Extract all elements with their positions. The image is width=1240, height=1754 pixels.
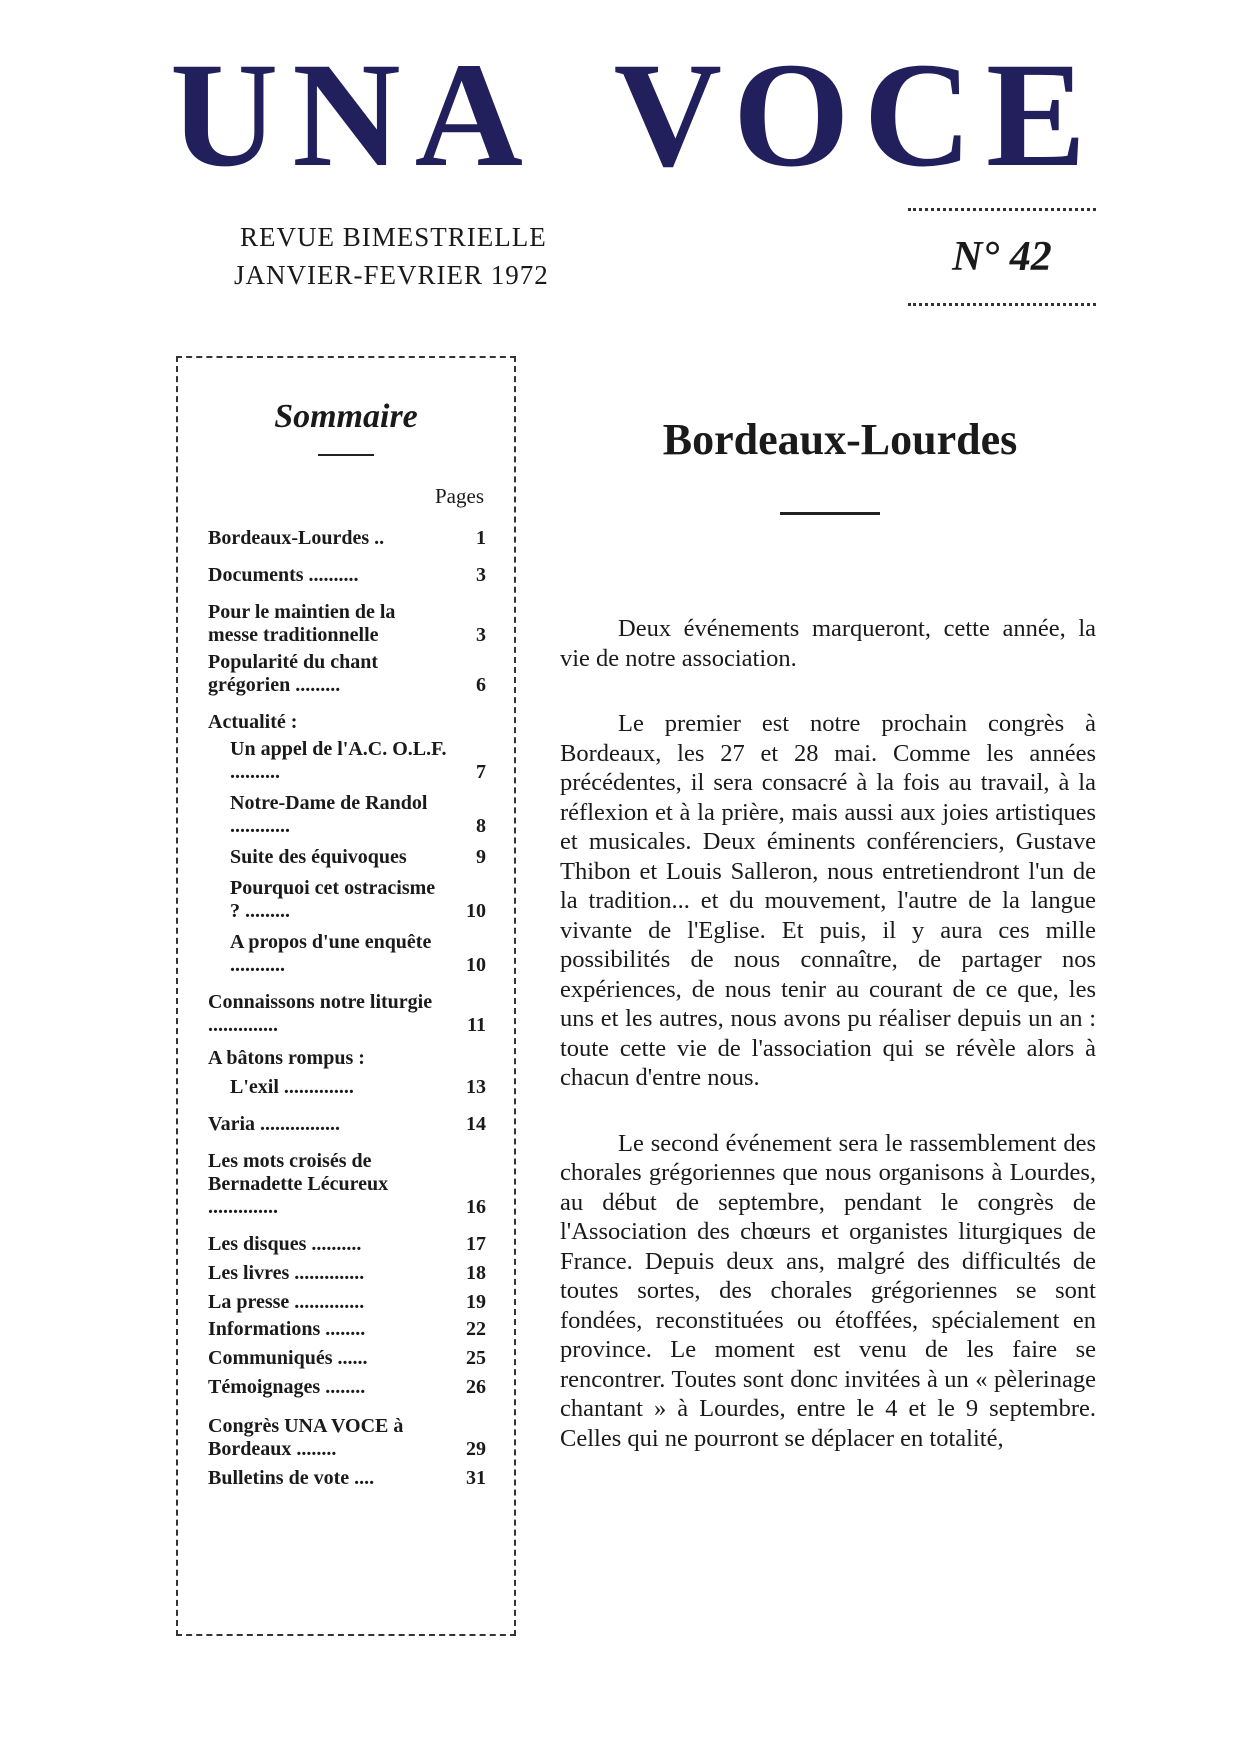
toc-entry-title: Témoignages ........ bbox=[208, 1376, 366, 1398]
toc-entry-title: A propos d'une enquête ........... bbox=[230, 931, 432, 976]
subtitle-date: JANVIER-FEVRIER 1972 bbox=[234, 260, 549, 290]
toc-pages-label: Pages bbox=[435, 484, 484, 508]
table-of-contents bbox=[176, 356, 516, 1636]
toc-entry-page: 18 bbox=[466, 1262, 486, 1284]
toc-entry bbox=[208, 991, 486, 1037]
toc-entry-page: 16 bbox=[466, 1196, 486, 1218]
subtitle-frequency: REVUE BIMESTRIELLE bbox=[240, 222, 547, 252]
toc-entry bbox=[208, 1150, 486, 1219]
toc-entry-page: 14 bbox=[466, 1113, 486, 1135]
toc-entry bbox=[208, 1415, 486, 1461]
toc-entry-page: 7 bbox=[476, 761, 486, 783]
toc-entry bbox=[208, 877, 486, 923]
article-paragraph: Deux événements marqueront, cette année, la vie de notre association. bbox=[560, 615, 1096, 672]
toc-entry-title: Notre-Dame de Randol ............ bbox=[230, 792, 428, 837]
masthead-word-una: UNA bbox=[170, 32, 537, 198]
toc-entry bbox=[208, 601, 486, 647]
toc-entry-page: 19 bbox=[466, 1291, 486, 1313]
toc-entry-title: L'exil .............. bbox=[230, 1076, 354, 1098]
toc-entry-title: Communiqués ...... bbox=[208, 1347, 368, 1369]
article-title: Bordeaux-Lourdes bbox=[662, 415, 1018, 464]
masthead-word-voce: VOCE bbox=[613, 32, 1100, 198]
toc-entry-page: 11 bbox=[467, 1014, 486, 1036]
article-paragraph: Le second événement sera le rassemblement des chorales grégoriennes que nous organisons à Lourdes, au début de septembre, pendant le congrès de l'Association des chœurs et organistes liturgiques de France. Depuis deux ans, malgré des difficultés de toutes sortes, des chorales grégoriennes se sont fondées, reconstituées ou étoffées, spécialement en province. Le moment est venu de les faire se rencontrer. Toutes sont donc invitées à un « pèlerinage chantant » à Lourdes, entre le 4 et le 9 septembre. Celles qui ne pourront se déplacer en totalité, bbox=[560, 1129, 1096, 1452]
toc-entry-page: 1 bbox=[476, 527, 486, 549]
toc-entry-title: Varia ................ bbox=[208, 1113, 341, 1135]
toc-entry-title: La presse .............. bbox=[208, 1291, 365, 1313]
toc-entry-title: Popularité du chant grégorien ......... bbox=[208, 651, 379, 696]
toc-entry bbox=[208, 564, 486, 587]
toc-entry-page: 9 bbox=[476, 846, 486, 868]
toc-entry-title: Congrès UNA VOCE à Bordeaux ........ bbox=[208, 1415, 404, 1460]
toc-entry-title: Pourquoi cet ostracisme ? ......... bbox=[230, 877, 436, 922]
toc-entry bbox=[208, 738, 486, 784]
masthead bbox=[170, 32, 1100, 198]
article-title-rule bbox=[780, 512, 880, 515]
toc-entry-title: Pour le maintien de la messe traditionnelle bbox=[208, 601, 396, 646]
toc-entry-title: Les mots croisés de Bernadette Lécureux .............. bbox=[208, 1150, 389, 1218]
toc-entry bbox=[208, 1318, 486, 1341]
toc-entry-page: 10 bbox=[466, 900, 486, 922]
toc-entry-title: Bulletins de vote .... bbox=[208, 1467, 375, 1489]
toc-entry bbox=[208, 846, 486, 869]
toc-entry bbox=[208, 931, 486, 977]
toc-entry-page: 17 bbox=[466, 1233, 486, 1255]
publication-subtitle bbox=[234, 218, 549, 294]
toc-entry bbox=[208, 1376, 486, 1399]
toc-entry bbox=[208, 1291, 486, 1314]
toc-entry-page: 3 bbox=[476, 564, 486, 586]
toc-entry-title: Documents .......... bbox=[208, 564, 359, 586]
toc-entry-title: Suite des équivoques bbox=[230, 846, 407, 868]
toc-entry bbox=[208, 1076, 486, 1099]
toc-entry-title: Les livres .............. bbox=[208, 1262, 365, 1284]
toc-entry-title: Bordeaux-Lourdes .. bbox=[208, 527, 385, 549]
toc-entry-page: 22 bbox=[466, 1318, 486, 1340]
toc-entry-page: 13 bbox=[466, 1076, 486, 1098]
toc-section-heading: Actualité : bbox=[208, 711, 298, 733]
toc-entry-title: Un appel de l'A.C. O.L.F. .......... bbox=[230, 738, 447, 783]
toc-entry bbox=[208, 1262, 486, 1285]
article-body bbox=[560, 614, 1096, 1489]
toc-entry-page: 26 bbox=[466, 1376, 486, 1398]
toc-title: Sommaire bbox=[274, 398, 418, 435]
toc-entry-page: 3 bbox=[476, 624, 486, 646]
toc-entry-title: Les disques .......... bbox=[208, 1233, 362, 1255]
toc-entry-page: 10 bbox=[466, 954, 486, 976]
toc-entry-page: 6 bbox=[476, 674, 486, 696]
toc-entry-page: 31 bbox=[466, 1467, 486, 1489]
article-paragraph: Le premier est notre prochain congrès à Bordeaux, les 27 et 28 mai. Comme les années précédentes, il sera consacré à la fois au travail, à la réflexion et à la prière, mais aussi aux joies artistiques et musicales. Deux éminents conférenciers, Gustave Thibon et Louis Salleron, nous entretiendront l'un de la tradition... et du mouvement, l'autre de la langue vivante de l'Eglise. Et puis, il y aura ces mille possibilités de nous connaître, de partager nos expériences, de nous tenir au courant de ce que, les uns et les autres, nous avons pu réaliser depuis un an : toute cette vie de l'association qui se révèle alors à chacun d'entre nous. bbox=[560, 710, 1096, 1091]
toc-section-heading: A bâtons rompus : bbox=[208, 1047, 365, 1069]
toc-title-rule bbox=[318, 454, 374, 456]
toc-entry-title: Connaissons notre liturgie .............. bbox=[208, 991, 433, 1036]
toc-entry-title: Informations ........ bbox=[208, 1318, 366, 1340]
issue-number: N° 42 bbox=[908, 208, 1096, 306]
toc-entry-page: 29 bbox=[466, 1438, 486, 1460]
toc-entry bbox=[208, 792, 486, 838]
toc-entry bbox=[208, 1467, 486, 1490]
toc-list bbox=[208, 527, 486, 1490]
toc-entry bbox=[208, 1113, 486, 1136]
toc-entry bbox=[208, 527, 486, 550]
toc-entry-page: 8 bbox=[476, 815, 486, 837]
toc-entry bbox=[208, 651, 486, 697]
toc-entry bbox=[208, 1233, 486, 1256]
toc-entry bbox=[208, 1347, 486, 1370]
toc-entry-page: 25 bbox=[466, 1347, 486, 1369]
